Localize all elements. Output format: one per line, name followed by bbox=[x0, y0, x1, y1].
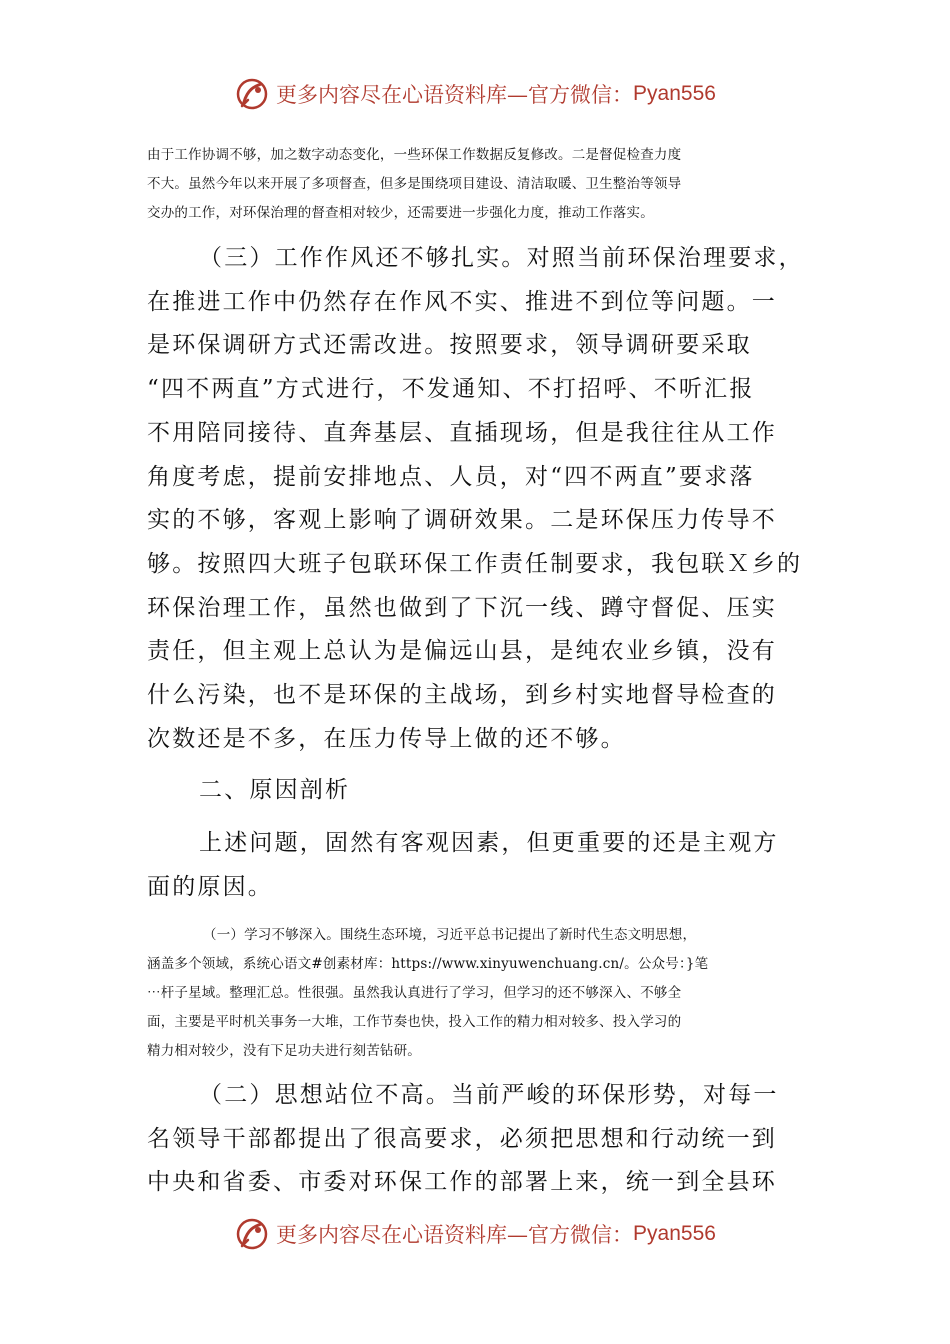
text-line: 涵盖多个领域，系统心语文#创素材库：https://www.xinyuwenchuang.cn/。公众号：}笔 bbox=[147, 956, 709, 972]
text-line: 在推进工作中仍然存在作风不实、推进不到位等问题。一 bbox=[147, 288, 777, 315]
banner-wechat-id: Pyan556 bbox=[633, 1222, 716, 1245]
text-line: （二）思想站位不高。当前严峻的环保形势，对每一 bbox=[199, 1082, 779, 1108]
text-line: 中央和省委、市委对环保工作的部署上来，统一到全县环 bbox=[147, 1169, 777, 1196]
text-line: 实的不够，客观上影响了调研效果。二是环保压力传导不 bbox=[147, 507, 777, 534]
text-line: ⋯杆子星域。整理汇总。性很强。虽然我认真进行了学习，但学习的还不够深入、不够全 bbox=[147, 985, 682, 1001]
top-banner bbox=[0, 72, 950, 116]
paragraph-4 bbox=[147, 921, 807, 1066]
paragraph-2 bbox=[147, 237, 811, 761]
banner-wechat-id: Pyan556 bbox=[633, 82, 716, 105]
text-line: 面的原因。 bbox=[147, 873, 273, 900]
text-line: 环保治理工作，虽然也做到了下沉一线、蹲守督促、压实 bbox=[147, 594, 777, 621]
text-line: 上述问题，固然有客观因素，但更重要的还是主观方 bbox=[199, 830, 779, 856]
text-line: （三）工作作风还不够扎实。对照当前环保治理要求， bbox=[199, 245, 804, 271]
heading-text: 二、原因剖析 bbox=[199, 777, 351, 803]
paragraph-5 bbox=[147, 1074, 811, 1205]
text-line: （一）学习不够深入。围绕生态环境，习近平总书记提出了新时代生态文明思想， bbox=[203, 927, 697, 943]
logo-icon bbox=[234, 1216, 270, 1252]
text-line: 面，主要是平时机关事务一大堆，工作节奏也快，投入工作的精力相对较多、投入学习的 bbox=[147, 1014, 682, 1030]
text-line: 由于工作协调不够，加之数字动态变化，一些环保工作数据反复修改。二是督促检查力度 bbox=[147, 147, 682, 163]
text-line: 什么污染，也不是环保的主战场，到乡村实地督导检查的 bbox=[147, 682, 777, 709]
text-line: 够。按照四大班子包联环保工作责任制要求，我包联Ｘ乡的 bbox=[147, 550, 803, 577]
paragraph-3 bbox=[147, 822, 811, 909]
logo-icon bbox=[234, 76, 270, 112]
text-line: 交办的工作，对环保治理的督查相对较少，还需要进一步强化力度，推动工作落实。 bbox=[147, 205, 654, 221]
text-line: 次数还是不多，在压力传导上做的还不够。 bbox=[147, 725, 626, 752]
text-line: 是环保调研方式还需改进。按照要求，领导调研要采取 bbox=[147, 332, 752, 359]
text-line: 名领导干部都提出了很高要求，必须把思想和行动统一到 bbox=[147, 1125, 777, 1152]
bottom-banner bbox=[0, 1212, 950, 1256]
paragraph-1 bbox=[147, 141, 807, 228]
text-line: 精力相对较少，没有下足功夫进行刻苦钻研。 bbox=[147, 1043, 421, 1059]
banner-text: 更多内容尽在心语资料库—官方微信： bbox=[276, 1223, 634, 1247]
text-line: 不用陪同接待、直奔基层、直插现场，但是我往往从工作 bbox=[147, 419, 777, 446]
text-line: “四不两直”方式进行，不发通知、不打招呼、不听汇报 bbox=[147, 376, 755, 403]
text-line: 不大。虽然今年以来开展了多项督查，但多是围绕项目建设、清洁取暖、卫生整治等领导 bbox=[147, 176, 682, 192]
text-line: 责任，但主观上总认为是偏远山县，是纯农业乡镇，没有 bbox=[147, 638, 777, 665]
section-heading bbox=[147, 769, 811, 813]
banner-text: 更多内容尽在心语资料库—官方微信： bbox=[276, 83, 634, 107]
text-line: 角度考虑，提前安排地点、人员，对“四不两直”要求落 bbox=[147, 463, 755, 490]
